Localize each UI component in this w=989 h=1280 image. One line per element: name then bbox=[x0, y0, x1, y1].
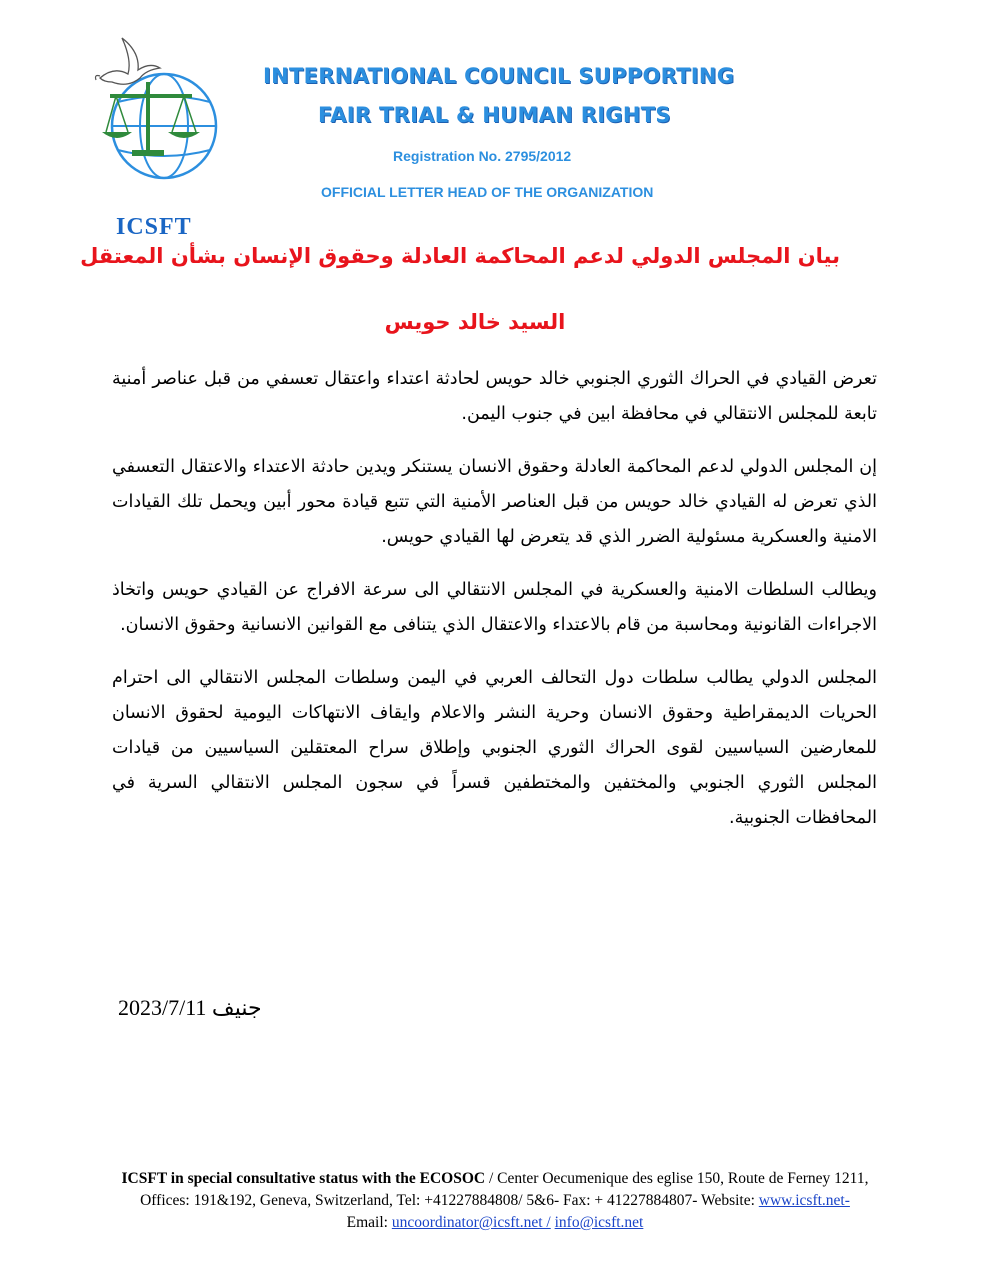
scales-globe-dove-icon bbox=[88, 30, 228, 210]
footer-contact bbox=[120, 1168, 870, 1234]
footer-status: ICSFT in special consultative status with the ECOSOC bbox=[121, 1170, 486, 1187]
organization-name-line1: INTERNATIONAL COUNCIL SUPPORTING bbox=[263, 64, 735, 88]
statement-body bbox=[112, 362, 877, 854]
statement-title-line2: السيد خالد حويس bbox=[384, 310, 566, 334]
letterhead-caption: OFFICIAL LETTER HEAD OF THE ORGANIZATION bbox=[321, 184, 654, 200]
paragraph-1: تعرض القيادي في الحراك الثوري الجنوبي خالد حويس لحادثة اعتداء واعتقال تعسفي من قبل عناصر أمنية تابعة للمجلس الانتقالي في محافظة ابين في جنوب اليمن. bbox=[112, 369, 877, 424]
registration-number: Registration No. 2795/2012 bbox=[393, 148, 572, 164]
website-link[interactable]: www.icsft.net- bbox=[758, 1192, 850, 1209]
paragraph-3: ويطالب السلطات الامنية والعسكرية في المجلس الانتقالي الى سرعة الافراج عن القيادي حويس واتخاذ الاجراءات القانونية ومحاسبة من قام بالاعتداء والاعتقال الذي يتنافى مع القوانين الانسانية وحقوق الانسان. bbox=[112, 580, 877, 635]
paragraph-4: المجلس الدولي يطالب سلطات دول التحالف العربي في اليمن وسلطات المجلس الانتقالي الى احترام الحريات الديمقراطية وحقوق الانسان وحرية النشر والاعلام وايقاف الانتهاكات اليومية لحقوق الانسان للمعارضين السياسيين لقوى الحراك الثوري الجنوبي وإطلاق سراح المعتقلين السياسيين من قيادات المجلس الثوري الجنوبي والمختفين والمختطفين قسراً في سجون المجلس الانتقالي السرية في المحافظات الجنوبية. bbox=[112, 668, 877, 828]
place-and-date: جنيف 2023/7/11 bbox=[118, 995, 262, 1020]
logo-acronym: ICSFT bbox=[116, 214, 192, 240]
organization-logo bbox=[88, 30, 228, 240]
footer-email-label: Email: bbox=[346, 1214, 392, 1231]
email-link-info[interactable]: info@icsft.net bbox=[554, 1214, 644, 1231]
organization-name-line2: FAIR TRIAL & HUMAN RIGHTS bbox=[318, 103, 671, 127]
email-link-coordinator[interactable]: uncoordinator@icsft.net / bbox=[391, 1214, 551, 1231]
statement-title-line1: بيان المجلس الدولي لدعم المحاكمة العادلة وحقوق الإنسان بشأن المعتقل bbox=[80, 244, 840, 268]
paragraph-2: إن المجلس الدولي لدعم المحاكمة العادلة وحقوق الانسان يستنكر ويدين حادثة الاعتداء والاعتقال التعسفي الذي تعرض له القيادي خالد حويس من قبل العناصر الأمنية التي تتبع قيادة محور أبين ويحمل تلك القيادات الامنية والعسكرية مسئولية الضرر الذي قد يتعرض لها القيادي حويس. bbox=[112, 457, 877, 547]
footer-address: / Center Oecumenique des eglise 150, Route de Ferney 1211, Offices: 191&192, Geneva, Switzerland, Tel: +41227884808/ 5&6- Fax: + 41227884807- Website: bbox=[140, 1170, 869, 1209]
